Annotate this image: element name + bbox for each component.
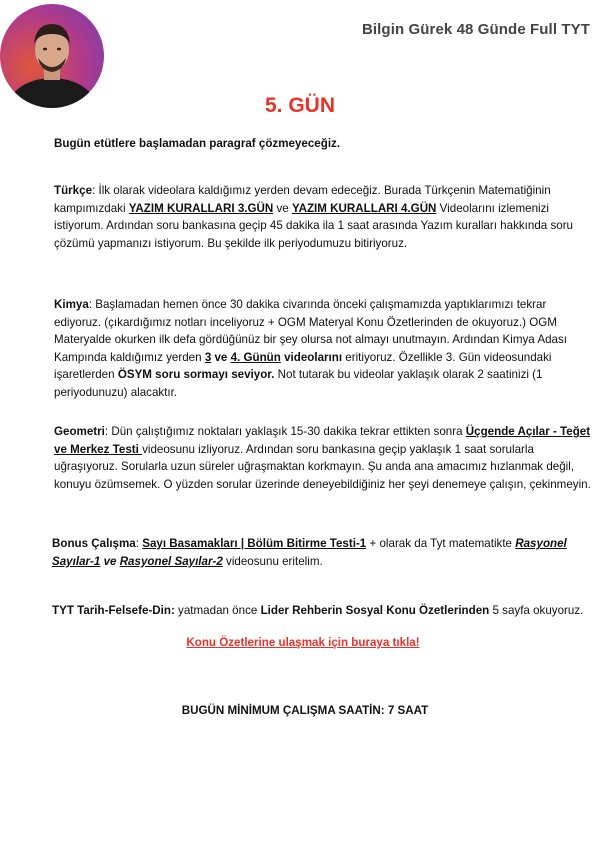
kimya-text-osym: ÖSYM soru sormayı seviyor. bbox=[117, 368, 275, 382]
kimya-day4-link[interactable]: 4. Günün bbox=[230, 350, 281, 364]
tarih-text-2: 5 sayfa okuyoruz. bbox=[489, 604, 584, 617]
yazim-kurallari-3-link[interactable]: YAZIM KURALLARI 3.GÜN bbox=[128, 201, 274, 215]
avatar bbox=[0, 4, 104, 108]
turkce-label: Türkçe bbox=[54, 184, 93, 197]
person-photo-icon bbox=[0, 4, 104, 108]
geometri-label: Geometri bbox=[54, 425, 105, 438]
kimya-day3-link[interactable]: 3 bbox=[204, 350, 212, 364]
rasyonel-sayilar-2-link[interactable]: Rasyonel Sayılar-2 bbox=[119, 554, 223, 568]
bonus-text-3: ve bbox=[100, 554, 120, 568]
kimya-text-videolar: videolarını bbox=[280, 350, 343, 364]
bonus-paragraph bbox=[52, 535, 592, 570]
minimum-hours: BUGÜN MİNİMUM ÇALIŞMA SAATİN: 7 SAAT bbox=[181, 704, 429, 717]
kimya-text-3: eritiyoruz. Özellikle 3. Gün videosundaki işaretlerden bbox=[54, 350, 552, 382]
ucgende-acilar-link[interactable]: Üçgende Açılar - Teğet ve Merkez Testi bbox=[54, 425, 591, 456]
day-title: 5. GÜN bbox=[264, 94, 335, 117]
bonus-text-1: : bbox=[135, 537, 143, 550]
geometri-paragraph bbox=[54, 423, 594, 493]
kimya-text-1: : Başlamadan hemen önce 30 dakika civarında önceki çalışmamızda yaptıklarımızı tekrar ediyoruz. (çıkardığımız notları inceliyoruz + OGM Materyal Konu Özetlerinden de okuyoruz.) OGM Materyalde okurken ilk defa gördüğünüz bir şey olursa not almayı unutmayın. Ardından Kimya Adası Kampında kaldığımız yerden bbox=[54, 298, 567, 364]
turkce-text-1: : İlk olarak videolara kaldığımız yerden devam edeceğiz. Burada Türkçenin Matematiğinin kampımızdaki bbox=[54, 184, 551, 215]
tarih-text-bold: Lider Rehberin Sosyal Konu Özetlerinden bbox=[260, 604, 490, 617]
rasyonel-sayilar-1-link[interactable]: Rasyonel Sayılar-1 bbox=[52, 537, 567, 568]
konu-ozetleri-link[interactable]: Konu Özetlerine ulaşmak için buraya tıkla! bbox=[186, 636, 420, 649]
kimya-label: Kimya bbox=[54, 298, 89, 311]
intro-text: Bugün etütlere başlamadan paragraf çözmeyeceğiz. bbox=[54, 137, 341, 150]
tarih-text-1: yatmadan önce bbox=[174, 604, 261, 617]
turkce-text-2: ve bbox=[273, 201, 292, 215]
header-title: Bilgin Gürek 48 Günde Full TYT bbox=[361, 21, 590, 38]
geometri-text-2: videosunu izliyoruz. Ardından soru bankasına geçip yaklaşık 1 saat sorularla uğraşıyoruz. Sorularla uzun süreler uğraşmaktan korkmayın. Şu anda ana amacımız hızlanmak değil, konuyu özümsemek. O yüzden sorular üzerinde deneyebildiğiniz her şeyi denemeye çalışın, çekinmeyin. bbox=[54, 442, 591, 491]
bonus-text-2: + olarak da Tyt matematikte bbox=[366, 537, 516, 550]
turkce-paragraph bbox=[54, 182, 594, 252]
yazim-kurallari-4-link[interactable]: YAZIM KURALLARI 4.GÜN bbox=[291, 201, 437, 215]
bonus-text-4: videosunu eritelim. bbox=[222, 554, 323, 568]
summary-link-row bbox=[0, 634, 600, 652]
tarih-label: TYT Tarih-Felsefe-Din: bbox=[52, 604, 175, 617]
sayi-basamaklari-link[interactable]: Sayı Basamakları | Bölüm Bitirme Testi-1 bbox=[142, 537, 367, 550]
geometri-text-1: : Dün çalıştığımız noktaları yaklaşık 15-30 dakika tekrar ettikten sonra bbox=[104, 425, 466, 438]
kimya-text-2: ve bbox=[211, 350, 231, 364]
kimya-paragraph bbox=[54, 296, 594, 402]
bonus-label: Bonus Çalışma bbox=[52, 537, 136, 550]
kimya-text-4: Not tutarak bu videolar yaklaşık olarak 2 saatinizi (1 periyodunuzu) alacaktır. bbox=[54, 368, 543, 399]
tarih-paragraph bbox=[52, 602, 592, 620]
turkce-text-3: Videolarını izlemenizi istiyorum. Ardından soru bankasına geçip 45 dakika ila 1 saat arasında Yazım kuralları hakkında soru çözümü yapmanızı istiyorum. Bu şekilde ilk periyodumuzu bitiriyoruz. bbox=[54, 201, 574, 250]
